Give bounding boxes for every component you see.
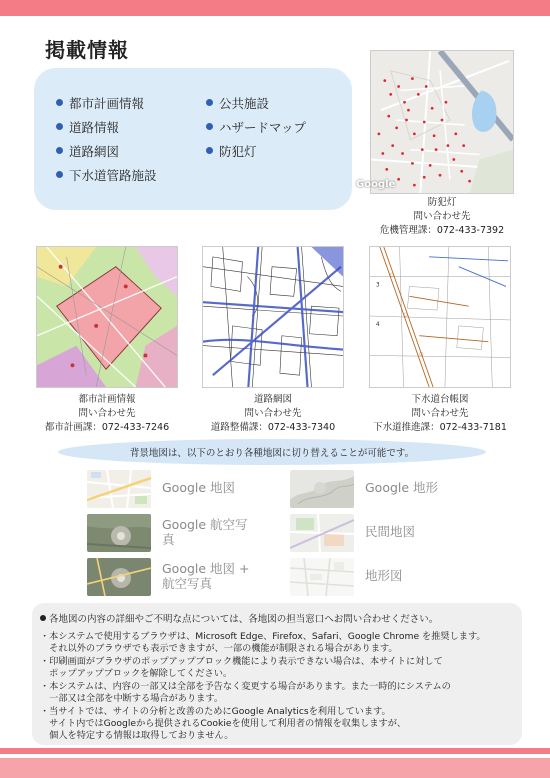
layer-thumbnail xyxy=(290,514,354,552)
category-item: 道路情報 xyxy=(56,118,119,136)
category-item: 防犯灯 xyxy=(206,142,257,160)
bullet-icon xyxy=(40,615,46,621)
page-title: 掲載情報 xyxy=(45,38,129,62)
layer-label-line2: 真 xyxy=(162,532,175,547)
layer-thumbnail xyxy=(87,470,151,508)
note-line: ポップアップブロックを解除してください。 xyxy=(40,668,233,679)
bullet-icon xyxy=(56,147,63,154)
background-map-banner: 背景地図は、以下のとおり各種地図に切り替えることが可能です。 xyxy=(58,439,486,465)
svg-text:4: 4 xyxy=(375,321,380,328)
layer-label-line1: Google 航空写 xyxy=(162,517,248,532)
bullet-icon xyxy=(206,99,213,106)
bullet-icon xyxy=(56,123,63,130)
google-map-thumbnail-graphic xyxy=(87,470,151,508)
category-item: 下水道管路施設 xyxy=(56,166,157,184)
bullet-icon xyxy=(56,99,63,106)
crime-light-caption: 防犯灯 問い合わせ先 危機管理課：072-433-7392 xyxy=(379,197,505,236)
layer-option-google-terrain: Google 地形 xyxy=(290,470,490,508)
road-network-map-image xyxy=(202,246,344,388)
category-item: 公共施設 xyxy=(206,94,269,112)
google-hybrid-thumbnail-graphic xyxy=(87,558,151,596)
svg-text:○: ○ xyxy=(419,351,424,358)
crime-light-map-graphic xyxy=(371,51,513,193)
bottom-band xyxy=(0,748,550,778)
note-line: ・当サイトでは、サイトの分析と改善のためにGoogle Analyticsを利用しています。 xyxy=(40,706,391,717)
layer-option-google-map-satellite xyxy=(87,558,287,596)
layer-option-google-map: Google 地図 xyxy=(87,470,287,508)
bottom-band-fill xyxy=(0,758,550,778)
bottom-band-line xyxy=(0,748,550,754)
category-list xyxy=(34,68,352,210)
google-terrain-thumbnail-graphic xyxy=(290,470,354,508)
bullet-icon xyxy=(206,147,213,154)
sewer-ledger-caption: 下水道台帳図 問い合わせ先 下水道推進課：072-433-7181 xyxy=(373,394,507,433)
layer-label-line1: Google 地図 + xyxy=(162,561,250,576)
category-item: ハザードマップ xyxy=(206,118,306,136)
layer-label-line2: 航空写真 xyxy=(162,576,213,591)
bullet-icon xyxy=(206,123,213,130)
svg-text:3: 3 xyxy=(375,282,380,289)
category-item: 都市計画情報 xyxy=(56,94,144,112)
notes-heading: 各地図の内容の詳細やご不明な点については、各地図の担当窓口へお問い合わせください。 xyxy=(40,611,438,625)
layer-thumbnail xyxy=(290,558,354,596)
topographic-map-thumbnail-graphic xyxy=(290,558,354,596)
layer-thumbnail xyxy=(87,558,151,596)
svg-text:○: ○ xyxy=(403,312,408,319)
layer-thumbnail xyxy=(290,470,354,508)
city-planning-map-graphic xyxy=(37,247,177,387)
layer-option-topographic-map: 地形図 xyxy=(290,558,490,596)
sewer-ledger-map-graphic xyxy=(370,247,510,387)
road-network-map-graphic xyxy=(203,247,343,387)
bullet-icon xyxy=(56,171,63,178)
note-line: それ以外のブラウザでも表示できますが、一部の機能が制限される場合があります。 xyxy=(40,643,398,654)
category-item: 道路網図 xyxy=(56,142,119,160)
google-logo: Google xyxy=(356,179,396,190)
city-planning-caption: 都市計画情報 問い合わせ先 都市計画課：072-433-7246 xyxy=(44,394,170,433)
note-line: 一部又は全部を中断する場合があります。 xyxy=(40,693,224,704)
note-line: ・本システムで使用するブラウザは、Microsoft Edge、Firefox、Safari、Google Chrome を推奨します。 xyxy=(40,631,486,642)
layer-thumbnail xyxy=(87,514,151,552)
layer-option-private-map: 民間地図 xyxy=(290,514,490,552)
note-line: サイト内ではGoogleから提供されるCookieを使用して利用者の情報を収集しますが、 xyxy=(40,718,407,729)
note-line: ・本システムは、内容の一部又は全部を予告なく変更する場合があります。また一時的にシステムの xyxy=(40,681,451,692)
crime-light-map-image xyxy=(370,50,514,194)
notes-section xyxy=(32,603,522,745)
private-map-thumbnail-graphic xyxy=(290,514,354,552)
svg-text:○: ○ xyxy=(389,272,394,279)
city-planning-map-image xyxy=(36,246,178,388)
note-line: 個人を特定する情報は取得しておりません。 xyxy=(40,730,234,741)
note-line: ・印刷画面がブラウザのポップアップブロック機能により表示できない場合は、本サイトに対して xyxy=(40,656,443,667)
sewer-ledger-map-image xyxy=(369,246,511,388)
road-network-caption: 道路網図 問い合わせ先 道路整備課：072-433-7340 xyxy=(210,394,336,433)
layer-option-google-satellite xyxy=(87,514,287,552)
google-satellite-thumbnail-graphic xyxy=(87,514,151,552)
top-band xyxy=(0,0,550,16)
